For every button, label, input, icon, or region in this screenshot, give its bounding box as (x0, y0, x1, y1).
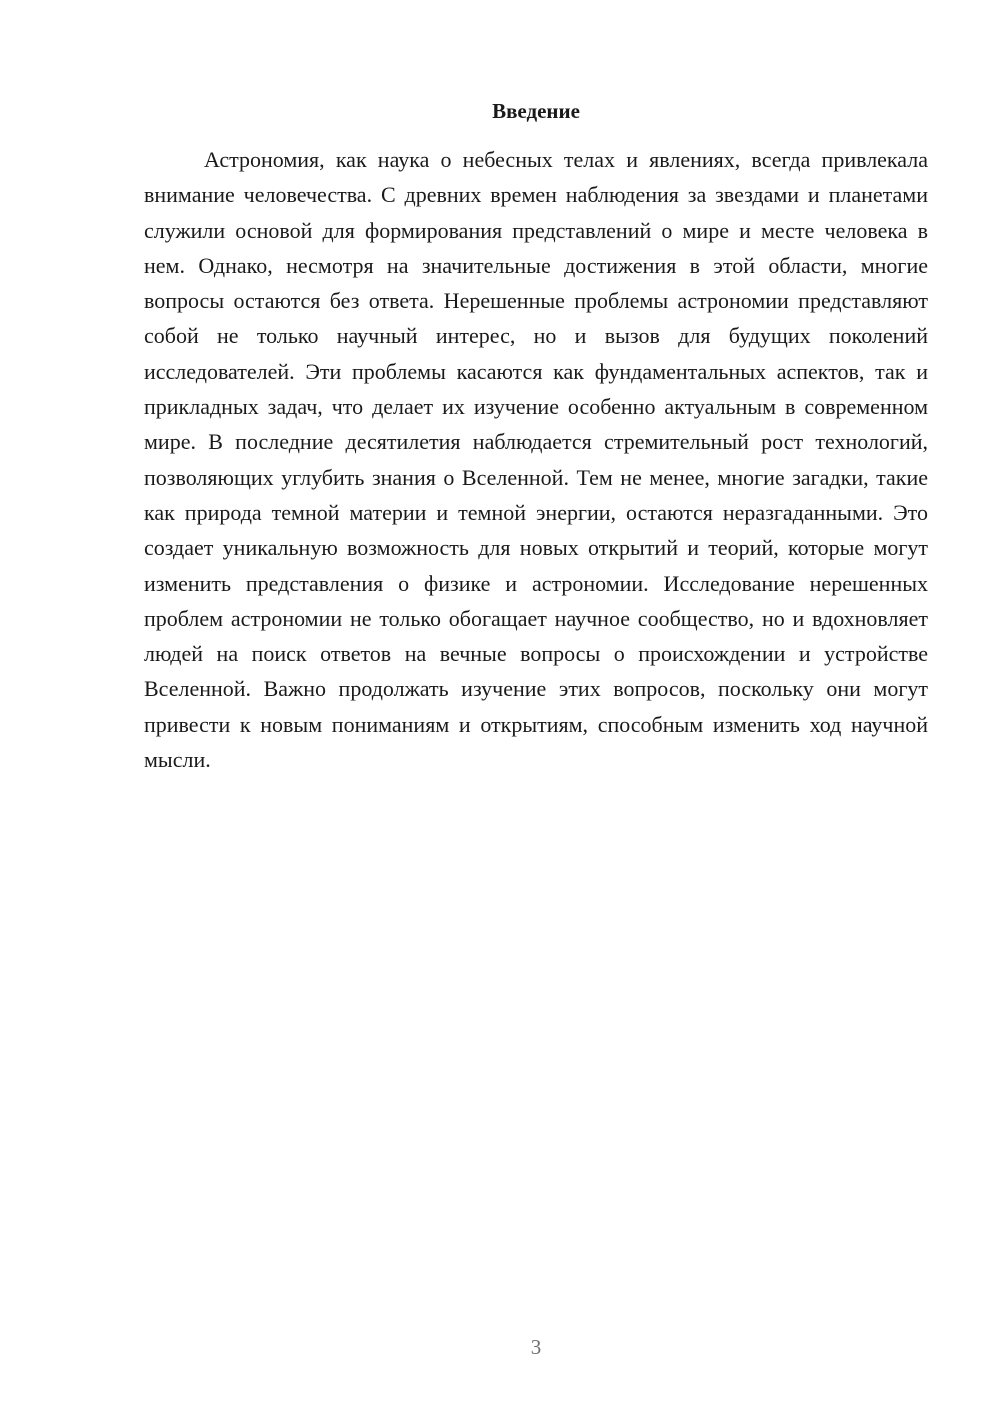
section-heading: Введение (492, 99, 580, 123)
page-number: 3 (530, 1335, 542, 1359)
body-paragraph: Астрономия, как наука о небесных телах и явлениях, всегда привлекала внимание человечества. С древних времен наблюдения за звездами и планетами служили основой для формирования представлений о мире и месте человека в нем. Однако, несмотря на значительные достижения в этой области, многие вопросы остаются без ответа. Нерешенные проблемы астрономии представляют собой не только научный интерес, но и вызов для будущих поколений исследователей. Эти проблемы касаются как фундаментальных аспектов, так и прикладных задач, что делает их изучение особенно актуальным в современном мире. В последние десятилетия наблюдается стремительный рост технологий, позволяющих углубить знания о Вселенной. Тем не менее, многие загадки, такие как природа темной материи и темной энергии, остаются неразгаданными. Это создает уникальную возможность для новых открытий и теорий, которые могут изменить представления о физике и астрономии. Исследование нерешенных проблем астрономии не только обогащает научное сообщество, но и вдохновляет людей на поиск ответов на вечные вопросы о происхождении и устройстве Вселенной. Важно продолжать изучение этих вопросов, поскольку они могут привести к новым пониманиям и открытиям, способным изменить ход научной мысли. (144, 147, 928, 773)
